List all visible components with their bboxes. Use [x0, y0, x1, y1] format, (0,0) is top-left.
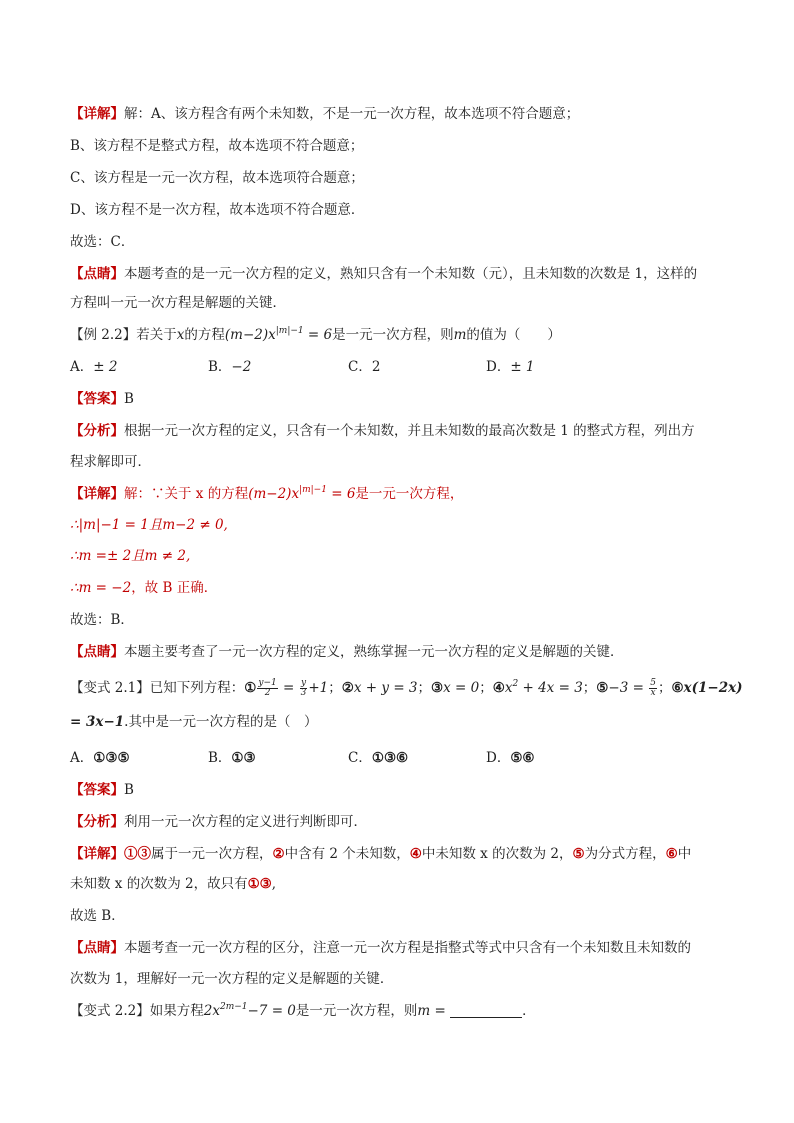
analysis-tag: 【分析】	[70, 814, 124, 830]
equation: $2x^{2m-1}-7 = 0$	[203, 1002, 296, 1019]
answer-tag: 【答案】	[70, 391, 124, 407]
equation: $(m-2)x^{|m|-1} = 6$	[248, 485, 356, 502]
comment-1-line-1	[70, 264, 740, 284]
option-b: B．−2	[208, 359, 252, 375]
detail-text: ，故 B 正确．	[131, 580, 218, 596]
detail-3-line-1: 【详解】①③属于一元一次方程，②中含有 2 个未知数，④中未知数 x 的次数为 2，⑤为分式方程，⑥中	[70, 846, 692, 862]
question-text: 是一元一次方程，则	[332, 327, 454, 343]
variant-equation: = 3x−1	[70, 714, 125, 730]
fraction: $\frac{y}{3}$	[300, 678, 307, 698]
var-m: m	[453, 327, 467, 343]
circled-5: ⑤	[572, 846, 585, 862]
analysis-3-line-1	[70, 812, 740, 832]
answer-3	[70, 780, 740, 800]
comment-3-line-1	[70, 938, 740, 958]
detail-text: 解：A、该方程含有两个未知数，不是一元一次方程，故本选项不符合题意；	[124, 106, 580, 122]
analysis-tag: 【分析】	[70, 423, 124, 439]
circled-2: ②	[272, 846, 285, 862]
question-text: 的方程	[184, 327, 225, 343]
variant-text: 如果方程	[149, 1003, 204, 1019]
comment-tag: 【点睛】	[70, 644, 124, 660]
circled-1: ①	[244, 680, 257, 696]
detail-text: 是一元一次方程，	[355, 486, 464, 502]
fraction: $\frac{y-1}{2}$	[258, 678, 277, 698]
equation: $(m-2)x^{|m|-1} = 6$	[224, 326, 333, 343]
analysis-text: 利用一元一次方程的定义进行判断即可．	[124, 814, 367, 830]
circled-1-3: ①③	[124, 846, 151, 862]
comment-text: 本题考查的是一元一次方程的定义，熟知只含有一个未知数（元），且未知数的次数是 1，这样的	[124, 266, 698, 282]
answer-tag: 【答案】	[70, 782, 124, 798]
detail-1-line-3: C、该方程是一元一次方程，故本选项符合题意；	[70, 170, 364, 186]
detail-2-line-1	[70, 484, 740, 504]
comment-3-line-2: 次数为 1，理解好一元一次方程的定义是解题的关键．	[70, 971, 394, 987]
circled-6: ⑥	[665, 846, 678, 862]
question-text: 若关于	[136, 327, 177, 343]
answer-2	[70, 389, 740, 409]
comment-tag: 【点睛】	[70, 266, 124, 282]
detail-tag: 【详解】	[70, 486, 124, 502]
detail-2-line-3: ∴m =± 2且m ≠ 2,	[70, 548, 191, 564]
answer-blank[interactable]	[450, 1003, 522, 1018]
fraction: $\frac{5}{x}$	[650, 678, 656, 698]
detail-equation: ∴m = −2	[70, 580, 132, 596]
comment-text: 本题考查一元一次方程的区分，注意一元一次方程是指整式等式中只含有一个未知数且未知数的	[124, 940, 691, 956]
circled-5: ⑤	[596, 680, 609, 696]
circled-4: ④	[409, 846, 422, 862]
option-d: D．⑤⑥	[486, 750, 535, 766]
option-b: B．①③	[208, 750, 256, 766]
analysis-2-line-2: 程求解即可．	[70, 454, 151, 470]
var-x: x	[176, 327, 185, 343]
variant-2-1-line-2	[70, 712, 740, 732]
question-text: 的值为（ ）	[466, 327, 561, 343]
detail-2-line-2: ∴|m|−1 = 1且m−2 ≠ 0,	[70, 517, 228, 533]
choice-2: 故选：B．	[70, 612, 134, 628]
detail-3-line-2: 未知数 x 的次数为 2，故只有①③,	[70, 876, 277, 892]
detail-tag: 【详解】	[70, 106, 124, 122]
option-c: C．2	[348, 359, 381, 375]
detail-text: 未知数 x 的次数为 2，故只有	[70, 876, 248, 892]
option-c: C．①③⑥	[348, 750, 409, 766]
variant-2-1-line-1: 【变式 2.1】已知下列方程：① $\frac{y-1}{2}$ = $\frac{y}{3}$ +1；②x + y = 3；③x = 0；$④x^2 + 4x = 3$；⑤−3 = $\frac{5}{x}$ ；⑥x(1−2x)	[70, 678, 743, 698]
variant-text: 是一元一次方程，则	[295, 1003, 418, 1019]
variant-2-2-question: 【变式 2.2】如果方程$2x^{2m-1}-7 = 0$是一元一次方程，则m = ．	[70, 1002, 536, 1019]
comment-1-line-2: 方程叫一元一次方程是解题的关键．	[70, 295, 286, 311]
example-2-2-question	[70, 325, 740, 345]
detail-text: 解：∵关于 x 的方程	[124, 486, 249, 502]
variant-label: 【变式 2.1】	[70, 680, 150, 696]
comment-2-line-1	[70, 642, 740, 662]
detail-1-line-1	[70, 104, 740, 124]
option-a: A．①③⑤	[70, 750, 130, 766]
answer-value: B	[124, 782, 134, 798]
answer-value: B	[124, 391, 134, 407]
var-m: m	[417, 1003, 431, 1019]
choice-3: 故选 B．	[70, 908, 125, 924]
detail-tag: 【详解】	[70, 846, 124, 862]
option-d: D．± 1	[486, 359, 535, 375]
detail-1-line-2: B、该方程不是整式方程，故本选项不符合题意；	[70, 138, 364, 154]
circled-3: ③	[431, 680, 444, 696]
option-a: A．± 2	[70, 359, 118, 375]
choice-1: 故选：C．	[70, 234, 135, 250]
detail-2-line-4	[70, 578, 740, 598]
variant-text: .其中是一元一次方程的是（ ）	[124, 714, 318, 730]
circled-1-3: ①③	[247, 876, 272, 892]
circled-2: ②	[341, 680, 354, 696]
detail-1-line-4: D、该方程不是一次方程，故本选项不符合题意．	[70, 202, 365, 218]
comment-text: 本题主要考查了一元一次方程的定义，熟练掌握一元一次方程的定义是解题的关键．	[124, 644, 624, 660]
variant-label: 【变式 2.2】	[70, 1003, 150, 1019]
circled-4: ④	[492, 680, 505, 696]
example-label: 【例 2.2】	[70, 327, 137, 343]
variant-text: 已知下列方程：	[149, 680, 245, 696]
analysis-2-line-1	[70, 421, 740, 441]
circled-6: ⑥	[671, 680, 684, 696]
comment-tag: 【点睛】	[70, 940, 124, 956]
analysis-text: 根据一元一次方程的定义，只含有一个未知数，并且未知数的最高次数是 1 的整式方程，列出方	[124, 423, 695, 439]
